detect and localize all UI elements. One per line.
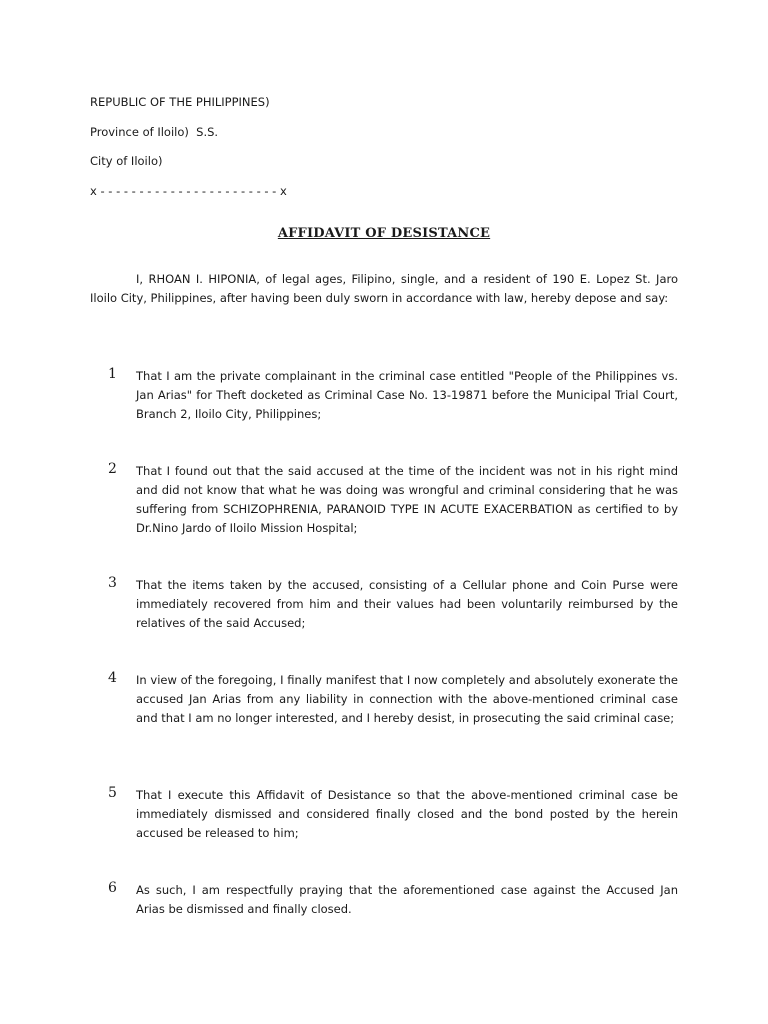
caption-city: City of Iloilo) bbox=[90, 154, 163, 168]
paragraph-number: 4 bbox=[108, 670, 117, 686]
document-title: AFFIDAVIT OF DESISTANCE bbox=[277, 226, 491, 241]
paragraph-number: 3 bbox=[108, 575, 117, 591]
paragraph-number: 5 bbox=[108, 785, 117, 801]
numbered-paragraph-5 bbox=[108, 786, 678, 843]
numbered-paragraph-2 bbox=[108, 462, 678, 538]
numbered-paragraph-1 bbox=[108, 367, 678, 424]
numbered-paragraph-6 bbox=[108, 881, 678, 919]
paragraph-number: 6 bbox=[108, 880, 117, 896]
caption-separator: x - - - - - - - - - - - - - - - - - - - - - - - x bbox=[90, 184, 287, 198]
paragraph-number: 1 bbox=[108, 366, 117, 382]
caption-province: Province of Iloilo) S.S. bbox=[90, 125, 219, 139]
paragraph-text: That I found out that the said accused at the time of the incident was not in his right mind and did not know that what he was doing was wrongful and criminal considering that he was suffering from SCHIZOPHRENIA, PARANOID TYPE IN ACUTE EXACERBATION as certified to by Dr.Nino Jardo of Iloilo Mission Hospital; bbox=[136, 464, 678, 535]
paragraph-text: As such, I am respectfully praying that the aforementioned case against the Accused Jan Arias be dismissed and finally closed. bbox=[136, 883, 678, 916]
caption-republic: REPUBLIC OF THE PHILIPPINES) bbox=[90, 95, 270, 109]
paragraph-text: That I am the private complainant in the criminal case entitled "People of the Philippines vs. Jan Arias" for Theft docketed as Criminal Case No. 13-19871 before the Municipal Trial Court, Branch 2, Iloilo City, Philippines; bbox=[136, 369, 678, 421]
numbered-paragraph-4 bbox=[108, 671, 678, 728]
intro-paragraph: I, RHOAN I. HIPONIA, of legal ages, Filipino, single, and a resident of 190 E. Lopez St. Jaro Iloilo City, Philippines, after having been duly sworn in accordance with law, hereby depose and say: bbox=[90, 272, 678, 305]
paragraph-number: 2 bbox=[108, 461, 117, 477]
paragraph-text: That the items taken by the accused, consisting of a Cellular phone and Coin Purse were immediately recovered from him and their values had been voluntarily reimbursed by the relatives of the said Accused; bbox=[136, 578, 678, 630]
numbered-paragraph-3 bbox=[108, 576, 678, 633]
paragraph-text: That I execute this Affidavit of Desistance so that the above-mentioned criminal case be immediately dismissed and considered finally closed and the bond posted by the herein accused be released to him; bbox=[136, 788, 678, 840]
paragraph-text: In view of the foregoing, I finally manifest that I now completely and absolutely exonerate the accused Jan Arias from any liability in connection with the above-mentioned criminal case and that I am no longer interested, and I hereby desist, in prosecuting the said criminal case; bbox=[136, 673, 678, 725]
